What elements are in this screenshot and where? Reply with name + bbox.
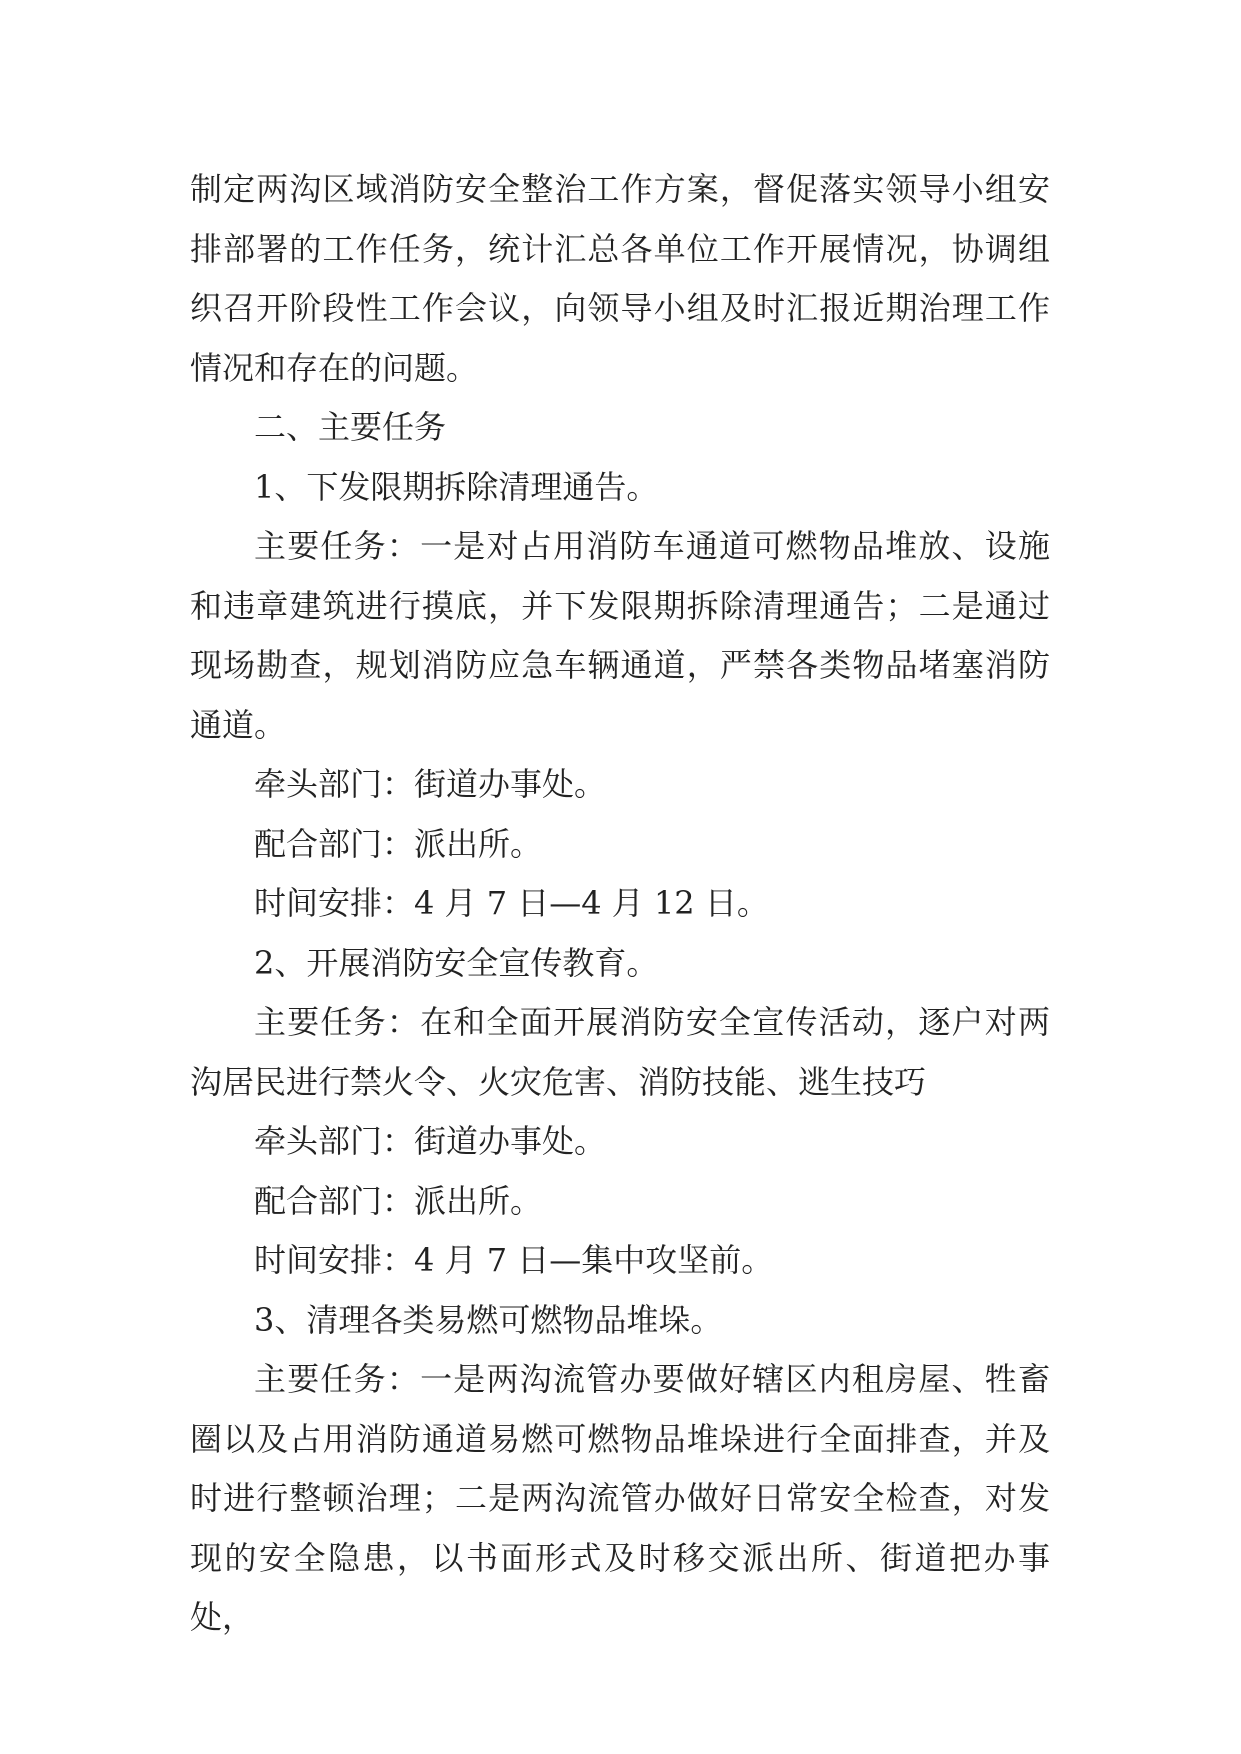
task-1-support-department: 配合部门：派出所。 (254, 824, 543, 863)
task-heading-2: 2、开展消防安全宣传教育。 (254, 943, 659, 982)
task-2-lead-department: 牵头部门：街道办事处。 (254, 1122, 607, 1160)
task-heading-3: 3、清理各类易燃可燃物品堆垛。 (254, 1300, 723, 1339)
task-heading-1: 1、下发限期拆除清理通告。 (254, 467, 659, 506)
task-1-schedule: 时间安排：4 月 7 日—4 月 12 日。 (254, 884, 769, 922)
section-heading-main-tasks: 二、主要任务 (254, 408, 447, 446)
document-body (190, 160, 1050, 1648)
task-1-description: 主要任务：一是对占用消防车通道可燃物品堆放、设施和违章建筑进行摸底，并下发限期拆除清理通告；二是通过现场勘查，规划消防应急车辆通道，严禁各类物品堵塞消防通道。 (190, 527, 1050, 744)
task-3-description: 主要任务：一是两沟流管办要做好辖区内租房屋、牲畜圈以及占用消防通道易燃可燃物品堆垛进行全面排查，并及时进行整顿治理；二是两沟流管办做好日常安全检查，对发现的安全隐患，以书面形式及时移交派出所、街道把办事处， (190, 1360, 1050, 1636)
task-2-schedule: 时间安排：4 月 7 日—集中攻坚前。 (254, 1241, 774, 1279)
task-2-description: 主要任务：在和全面开展消防安全宣传活动，逐户对两沟居民进行禁火令、火灾危害、消防技能、逃生技巧 (190, 1003, 1050, 1101)
task-1-lead-department: 牵头部门：街道办事处。 (254, 765, 607, 803)
paragraph-intro: 制定两沟区域消防安全整治工作方案，督促落实领导小组安排部署的工作任务，统计汇总各单位工作开展情况，协调组织召开阶段性工作会议，向领导小组及时汇报近期治理工作情况和存在的问题。 (190, 170, 1050, 387)
task-2-support-department: 配合部门：派出所。 (254, 1181, 543, 1220)
